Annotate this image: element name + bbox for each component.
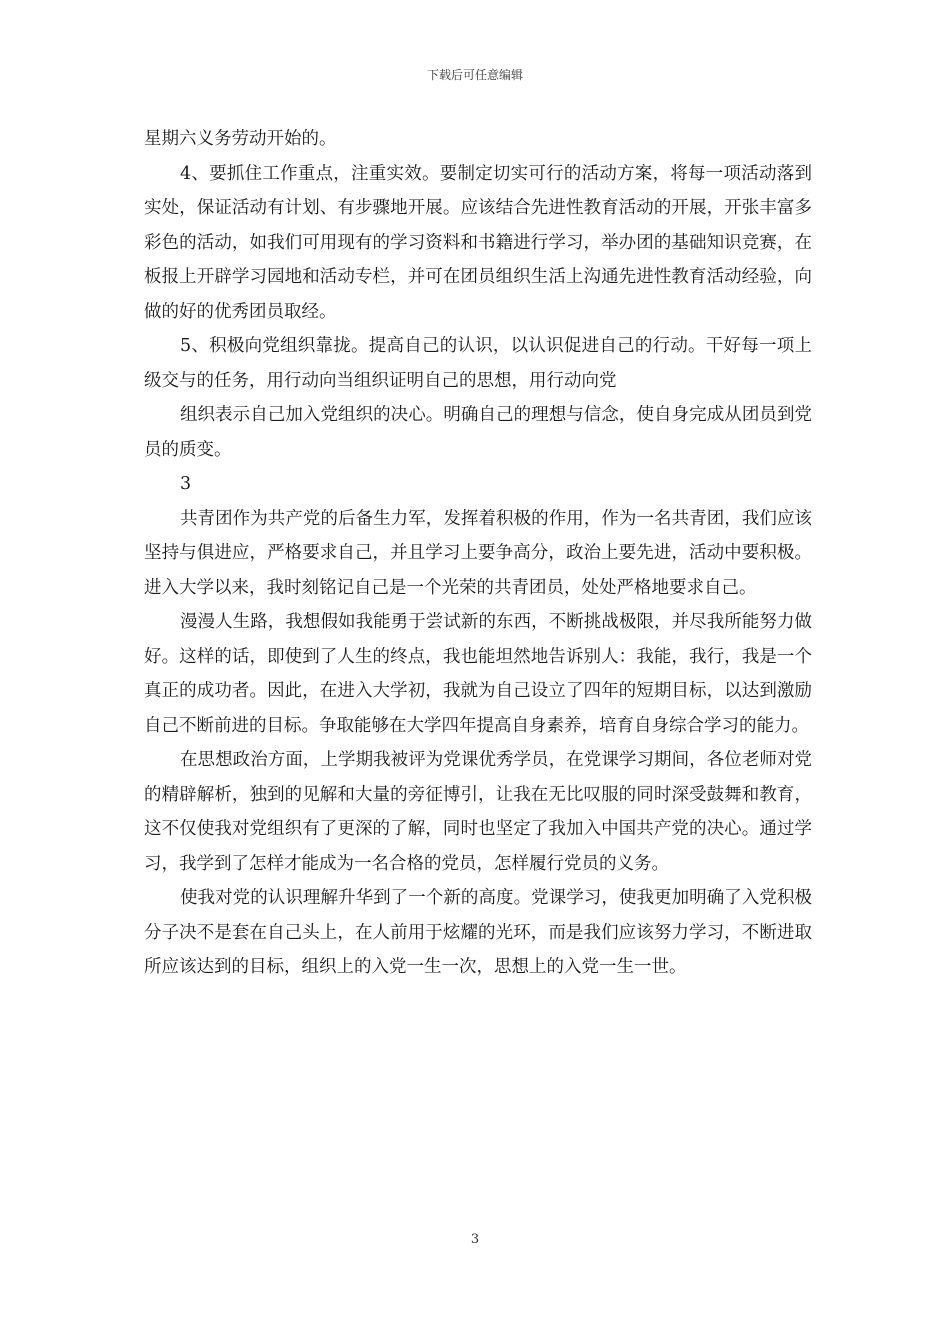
paragraph: 4、要抓住工作重点，注重实效。要制定切实可行的活动方案，将每一项活动落到实处，保证活动有计划、有步骤地开展。应该结合先进性教育活动的开展，开张丰富多彩色的活动，如我们可用现有的学习资料和书籍进行学习，举办团的基础知识竞赛，在板报上开辟学习园地和活动专栏，并可在团员组织生活上沟通先进性教育活动经验，向做的好的优秀团员取经。	[144, 163, 812, 322]
section-number: 3	[180, 474, 192, 494]
paragraph: 组织表示自己加入党组织的决心。明确自己的理想与信念，使自身完成从团员到党员的质变。	[144, 405, 812, 460]
document-body	[144, 122, 812, 985]
paragraph: 使我对党的认识理解升华到了一个新的高度。党课学习，使我更加明确了入党积极分子决不是套在自己头上，在人前用于炫耀的光环，而是我们应该努力学习，不断进取所应该达到的目标，组织上的入党一生一次，思想上的入党一生一世。	[144, 888, 812, 977]
paragraph: 在思想政治方面，上学期我被评为党课优秀学员，在党课学习期间，各位老师对党的精辟解析，独到的见解和大量的旁征博引，让我在无比叹服的同时深受鼓舞和教育，这不仅使我对党组织有了更深的了解，同时也坚定了我加入中国共产党的决心。通过学习，我学到了怎样才能成为一名合格的党员，怎样履行党员的义务。	[144, 750, 812, 874]
paragraph: 5、积极向党组织靠拢。提高自己的认识，以认识促进自己的行动。干好每一项上级交与的任务，用行动向当组织证明自己的思想，用行动向党	[144, 336, 812, 391]
paragraph: 星期六义务劳动开始的。	[144, 129, 337, 149]
paragraph: 共青团作为共产党的后备生力军，发挥着积极的作用，作为一名共青团，我们应该坚持与俱进应，严格要求自己，并且学习上要争高分，政治上要先进，活动中要积极。进入大学以来，我时刻铭记自己是一个光荣的共青团员，处处严格地要求自己。	[144, 508, 812, 598]
page-header: 下载后可任意编辑	[426, 68, 523, 82]
paragraph: 漫漫人生路，我想假如我能勇于尝试新的东西，不断挑战极限，并尽我所能努力做好。这样的话，即使到了人生的终点，我也能坦然地告诉别人：我能，我行，我是一个真正的成功者。因此，在进入大学初，我就为自己设立了四年的短期目标，以达到激励自己不断前进的目标。争取能够在大学四年提高自身素养，培育自身综合学习的能力。	[144, 612, 812, 736]
page-number: 3	[470, 1232, 480, 1247]
